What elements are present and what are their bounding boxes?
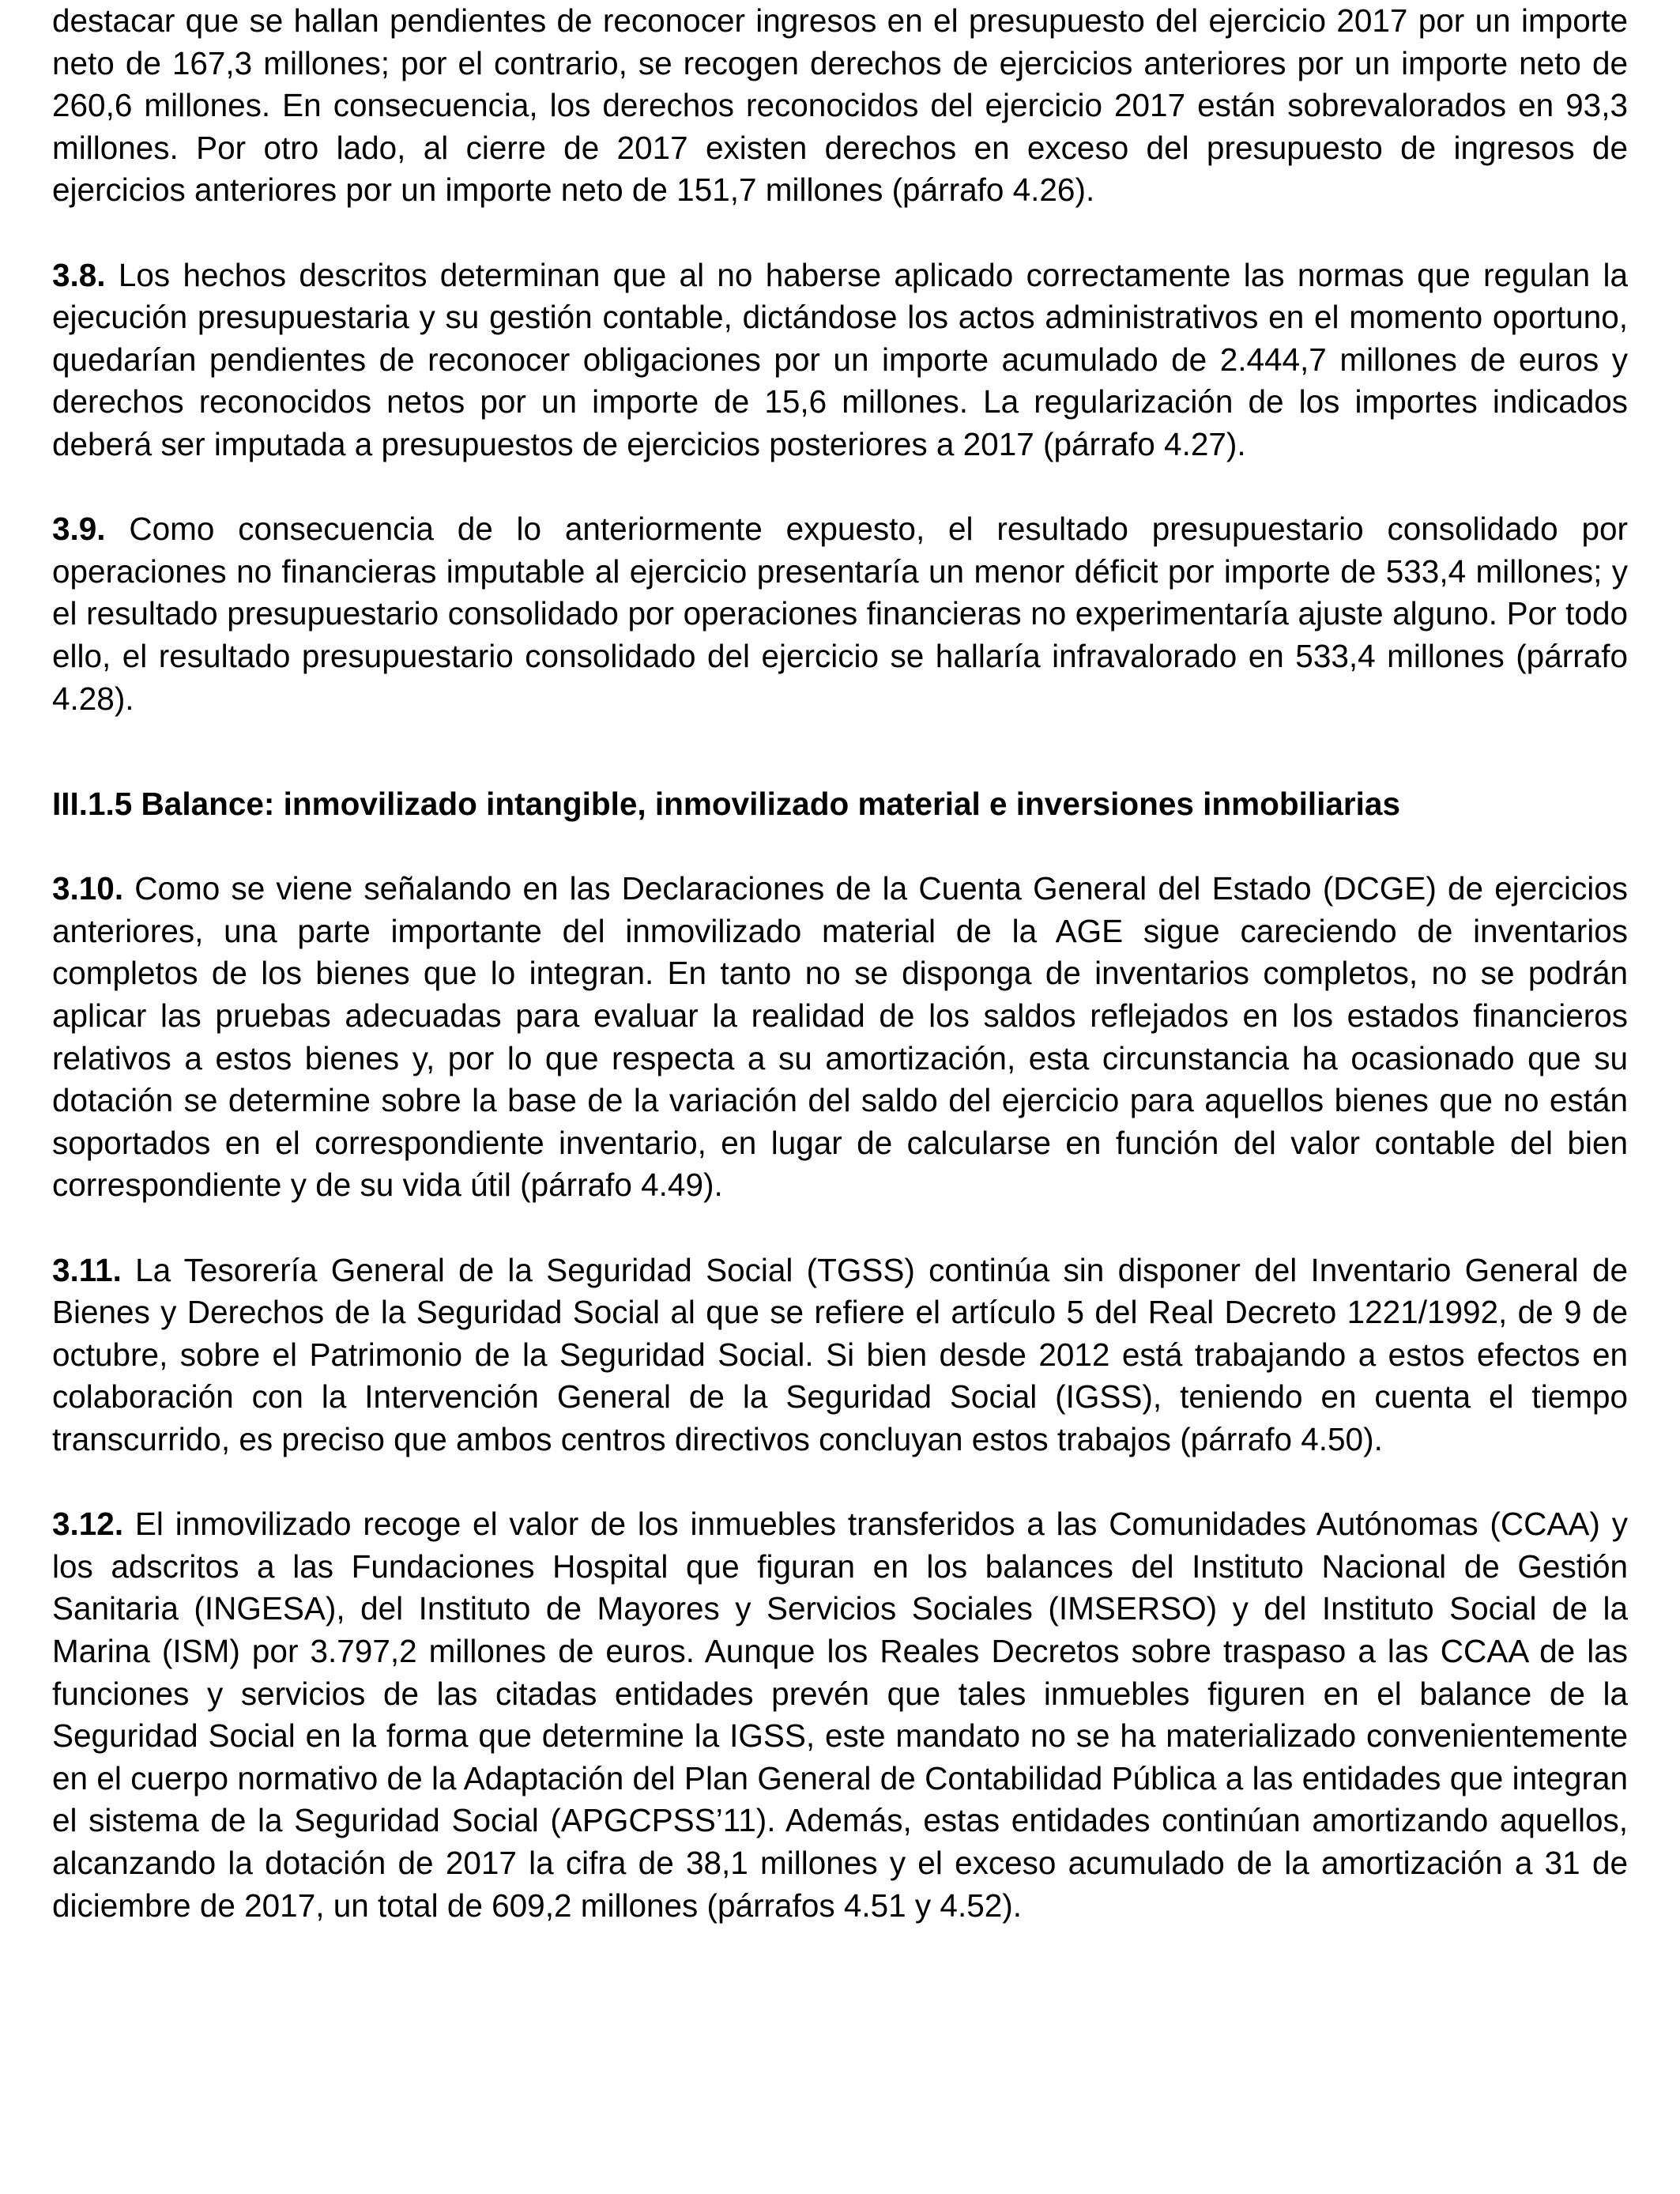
paragraph-number: 3.9. <box>52 511 106 548</box>
paragraph-text: La Tesorería General de la Seguridad Social (TGSS) continúa sin disponer del Inventario General de Bienes y Derechos de la Seguridad Social al que se refiere el artículo 5 del Real Decreto 1221/1992, de 9 de octubre, sobre el Patrimonio de la Seguridad Social. Si bien desde 2012 está trabajando a estos efectos en colaboración con la Intervención General de la Seguridad Social (IGSS), teniendo en cuenta el tiempo transcurrido, es preciso que ambos centros directivos concluyan estos trabajos (párrafo 4.50). <box>52 1251 1628 1457</box>
paragraph-3-9 <box>52 508 1628 720</box>
paragraph-text: El inmovilizado recoge el valor de los inmuebles transferidos a las Comunidades Autónomas (CCAA) y los adscritos a las Fundaciones Hospital que figuran en los balances del Instituto Nacional de Gestión Sanitaria (INGESA), del Instituto de Mayores y Servicios Sociales (IMSERSO) y del Instituto Social de la Marina (ISM) por 3.797,2 millones de euros. Aunque los Reales Decretos sobre traspaso a las CCAA de las funciones y servicios de las citadas entidades prevén que tales inmuebles figuren en el balance de la Seguridad Social en la forma que determine la IGSS, este mandato no se ha materializado convenientemente en el cuerpo normativo de la Adaptación del Plan General de Contabilidad Pública a las entidades que integran el sistema de la Seguridad Social (APGCPSS’11). Además, estas entidades continúan amortizando aquellos, alcanzando la dotación de 2017 la cifra de 38,1 millones y el exceso acumulado de la amortización a 31 de diciembre de 2017, un total de 609,2 millones (párrafos 4.51 y 4.52). <box>52 1506 1628 1924</box>
paragraph-3-8 <box>52 254 1628 466</box>
paragraph-number: 3.10. <box>52 870 124 907</box>
paragraph-3-11 <box>52 1250 1628 1461</box>
paragraph-text: Como consecuencia de lo anteriormente expuesto, el resultado presupuestario consolidado por operaciones no financieras imputable al ejercicio presentaría un menor déficit por importe de 533,4 millones; y el resultado presupuestario consolidado por operaciones financieras no experimentaría ajuste alguno. Por todo ello, el resultado presupuestario consolidado del ejercicio se hallaría infravalorado en 533,4 millones (párrafo 4.28). <box>52 511 1628 717</box>
section-heading: III.1.5 Balance: inmovilizado intangible, inmovilizado material e inversiones inmobiliarias <box>52 786 1400 823</box>
paragraph-3-12 <box>52 1503 1628 1927</box>
paragraph-continuation <box>52 0 1628 212</box>
paragraph-number: 3.11. <box>52 1251 122 1288</box>
paragraph-3-10 <box>52 868 1628 1207</box>
document-page <box>52 0 1628 1927</box>
paragraph-text: Como se viene señalando en las Declaraciones de la Cuenta General del Estado (DCGE) de ejercicios anteriores, una parte importante del inmovilizado material de la AGE sigue careciendo de inventarios completos de los bienes que lo integran. En tanto no se disponga de inventarios completos, no se podrán aplicar las pruebas adecuadas para evaluar la realidad de los saldos reflejados en los estados financieros relativos a estos bienes y, por lo que respecta a su amortización, esta circunstancia ha ocasionado que su dotación se determine sobre la base de la variación del saldo del ejercicio para aquellos bienes que no están soportados en el correspondiente inventario, en lugar de calcularse en función del valor contable del bien correspondiente y de su vida útil (párrafo 4.49). <box>52 870 1628 1204</box>
paragraph-text: Los hechos descritos determinan que al no haberse aplicado correctamente las normas que regulan la ejecución presupuestaria y su gestión contable, dictándose los actos administrativos en el momento oportuno, quedarían pendientes de reconocer obligaciones por un importe acumulado de 2.444,7 millones de euros y derechos reconocidos netos por un importe de 15,6 millones. La regularización de los importes indicados deberá ser imputada a presupuestos de ejercicios posteriores a 2017 (párrafo 4.27). <box>52 256 1628 462</box>
paragraph-text: destacar que se hallan pendientes de reconocer ingresos en el presupuesto del ejercicio 2017 por un importe neto de 167,3 millones; por el contrario, se recogen derechos de ejercicios anteriores por un importe neto de 260,6 millones. En consecuencia, los derechos reconocidos del ejercicio 2017 están sobrevalorados en 93,3 millones. Por otro lado, al cierre de 2017 existen derechos en exceso del presupuesto de ingresos de ejercicios anteriores por un importe neto de 151,7 millones (párrafo 4.26). <box>52 2 1628 209</box>
paragraph-number: 3.8. <box>52 256 106 293</box>
paragraph-number: 3.12. <box>52 1506 124 1543</box>
